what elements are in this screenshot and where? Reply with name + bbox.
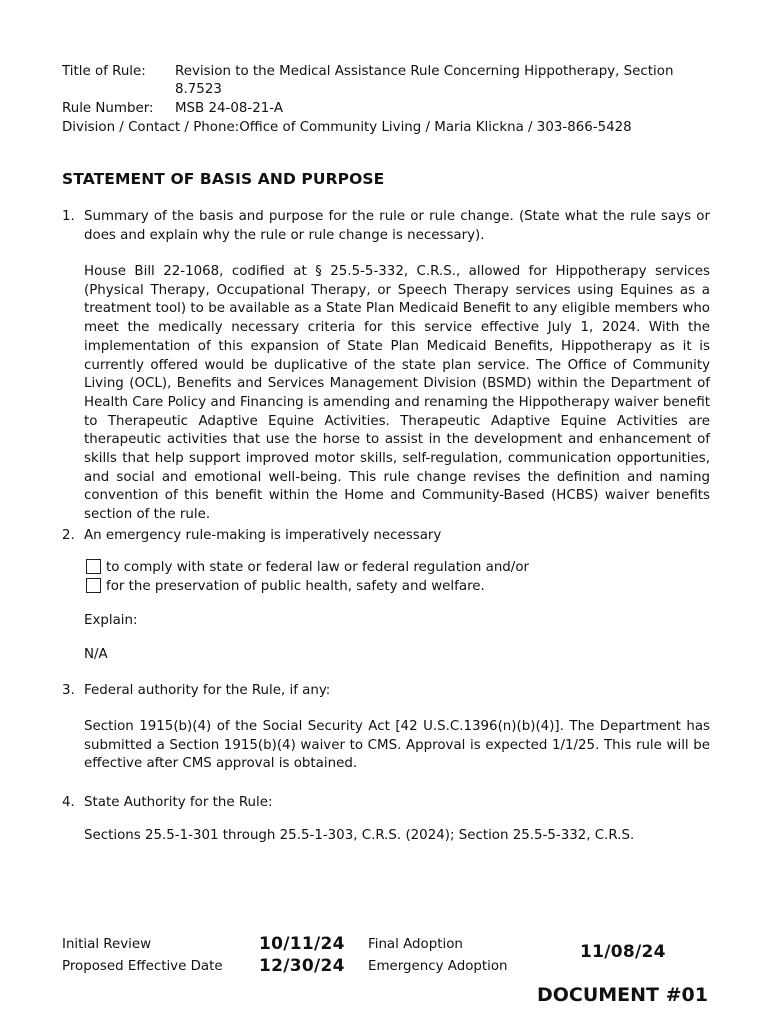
item-1-prompt: Summary of the basis and purpose for the rule or rule change. (State what the rule says or does and explain why the rule or rule change is necessary).	[84, 209, 710, 243]
initial-review-date: 10/11/24	[259, 934, 345, 954]
item-2-prompt: An emergency rule-making is imperatively necessary	[84, 528, 442, 543]
emergency-adoption-label: Emergency Adoption	[368, 959, 508, 974]
preservation-checkbox[interactable]	[86, 578, 101, 593]
item-2-number: 2.	[62, 528, 75, 543]
checkbox-row-comply	[86, 559, 529, 577]
title-of-rule-row	[62, 63, 673, 81]
division-label: Division / Contact / Phone:	[62, 120, 240, 135]
item-4-number: 4.	[62, 795, 75, 810]
title-of-rule-value: Revision to the Medical Assistance Rule Concerning Hippotherapy, Section	[175, 64, 674, 79]
division-row	[62, 119, 632, 137]
preservation-checkbox-label: for the preservation of public health, safety and welfare.	[106, 579, 485, 594]
item-3-answer: Section 1915(b)(4) of the Social Security Act [42 U.S.C.1396(n)(b)(4)]. The Department has submitted a Section 1915(b)(4) waiver to CMS. Approval is expected 1/1/25. This rule will be effective after CMS approval is obtained.	[84, 719, 710, 772]
item-1-answer: House Bill 22-1068, codified at § 25.5-5-332, C.R.S., allowed for Hippotherapy services (Physical Therapy, Occupational Therapy, or Speech Therapy services using Equines as a treatment tool) to be available as a State Plan Medicaid Benefit to any eligible members who meet the medically necessary criteria for this service effective July 1, 2024. With the implementation of this expansion of State Plan Medicaid Benefits, Hippotherapy as it is currently offered would be duplicative of the state plan service. The Office of Community Living (OCL), Benefits and Services Management Division (BSMD) within the Department of Health Care Policy and Financing is amending and renaming the Hippotherapy waiver benefit to Therapeutic Adaptive Equine Activities. Therapeutic Adaptive Equine Activities are therapeutic activities that use the horse to assist in the development and enhancement of skills that help support improved motor skills, self-regulation, communication opportunities, and social and emotional well-being. This rule change revises the definition and naming convention of this benefit within the Home and Community-Based (HCBS) waiver benefits section of the rule.	[84, 264, 710, 523]
comply-checkbox[interactable]	[86, 559, 101, 574]
proposed-effective-label: Proposed Effective Date	[62, 959, 223, 974]
final-adoption-label: Final Adoption	[368, 937, 463, 952]
rule-number-row	[62, 100, 283, 118]
title-of-rule-label: Title of Rule:	[62, 64, 146, 79]
document-number: DOCUMENT #01	[536, 984, 708, 1006]
item-4-prompt: State Authority for the Rule:	[84, 795, 273, 810]
item-1-number: 1.	[62, 209, 75, 224]
rule-number-value: MSB 24-08-21-A	[175, 101, 283, 116]
final-adoption-date: 11/08/24	[580, 942, 666, 962]
explain-value: N/A	[84, 647, 108, 662]
checkbox-row-preservation	[86, 578, 485, 596]
section-title: STATEMENT OF BASIS AND PURPOSE	[62, 170, 385, 188]
item-3-prompt: Federal authority for the Rule, if any:	[84, 683, 331, 698]
item-4-answer: Sections 25.5-1-301 through 25.5-1-303, C.R.S. (2024); Section 25.5-5-332, C.R.S.	[84, 828, 635, 843]
explain-label: Explain:	[84, 613, 138, 628]
item-3-number: 3.	[62, 683, 75, 698]
comply-checkbox-label: to comply with state or federal law or federal regulation and/or	[106, 560, 530, 575]
initial-review-label: Initial Review	[62, 937, 152, 952]
title-of-rule-value-cont: 8.7523	[175, 82, 222, 97]
proposed-effective-date: 12/30/24	[259, 956, 345, 976]
rule-number-label: Rule Number:	[62, 101, 154, 116]
division-value: Office of Community Living / Maria Klickna / 303-866-5428	[239, 120, 632, 135]
